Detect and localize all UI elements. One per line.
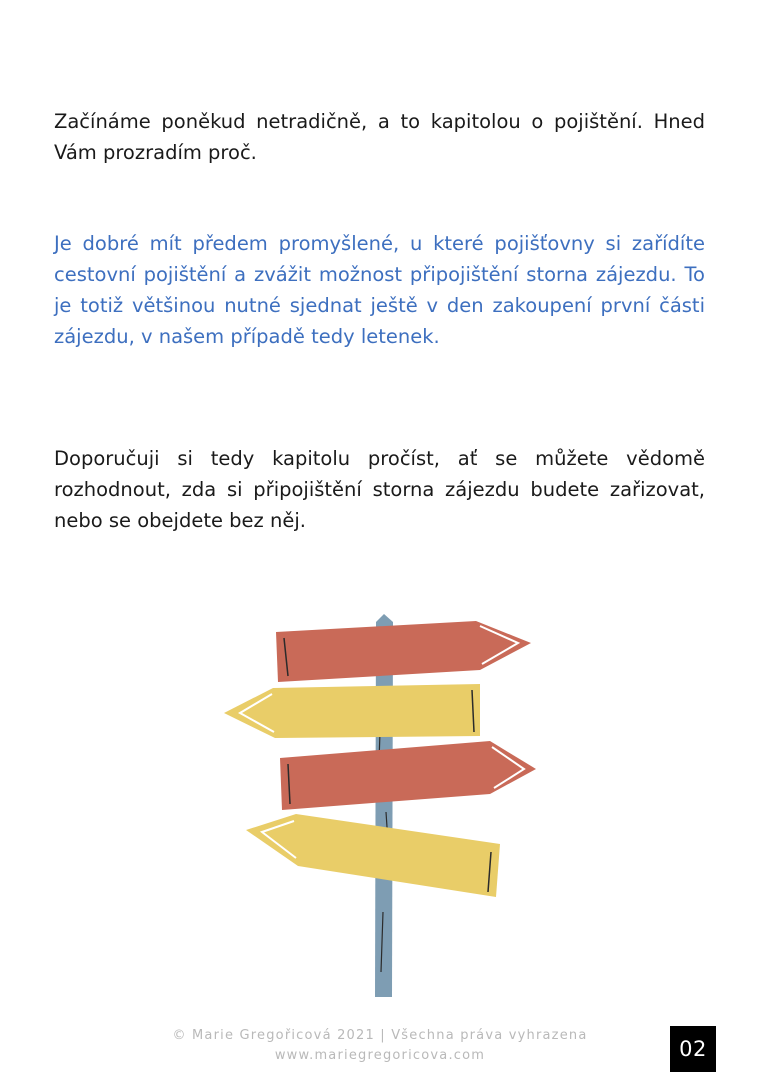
sign-red-middle bbox=[280, 741, 536, 810]
recommendation-paragraph: Doporučuji si tedy kapitolu pročíst, ať se můžete vědomě rozhodnout, zda si připojištění storna zájezdu budete zařizovat, nebo se obejdete bez něj. bbox=[54, 447, 705, 532]
footer-website: www.mariegregoricova.com bbox=[274, 1048, 486, 1063]
sign-yellow-bottom bbox=[246, 814, 500, 897]
sign-yellow-left bbox=[224, 684, 480, 738]
highlight-paragraph: Je dobré mít předem promyšlené, u které pojišťovny si zařídíte cestovní pojištění a zvážit možnost připojištění storna zájezdu. To je totiž většinou nutné sjednat ještě v den zakoupení první části zájezdu, v našem případě tedy letenek. bbox=[54, 232, 705, 348]
sign-red-top bbox=[276, 621, 531, 682]
signpost-icon bbox=[218, 612, 543, 1002]
page-number-badge: 02 bbox=[670, 1026, 716, 1072]
footer-copyright: © Marie Gregořicová 2021 | Všechna práva vyhrazena bbox=[172, 1028, 588, 1043]
intro-paragraph: Začínáme poněkud netradičně, a to kapitolou o pojištění. Hned Vám prozradím proč. bbox=[54, 110, 705, 164]
